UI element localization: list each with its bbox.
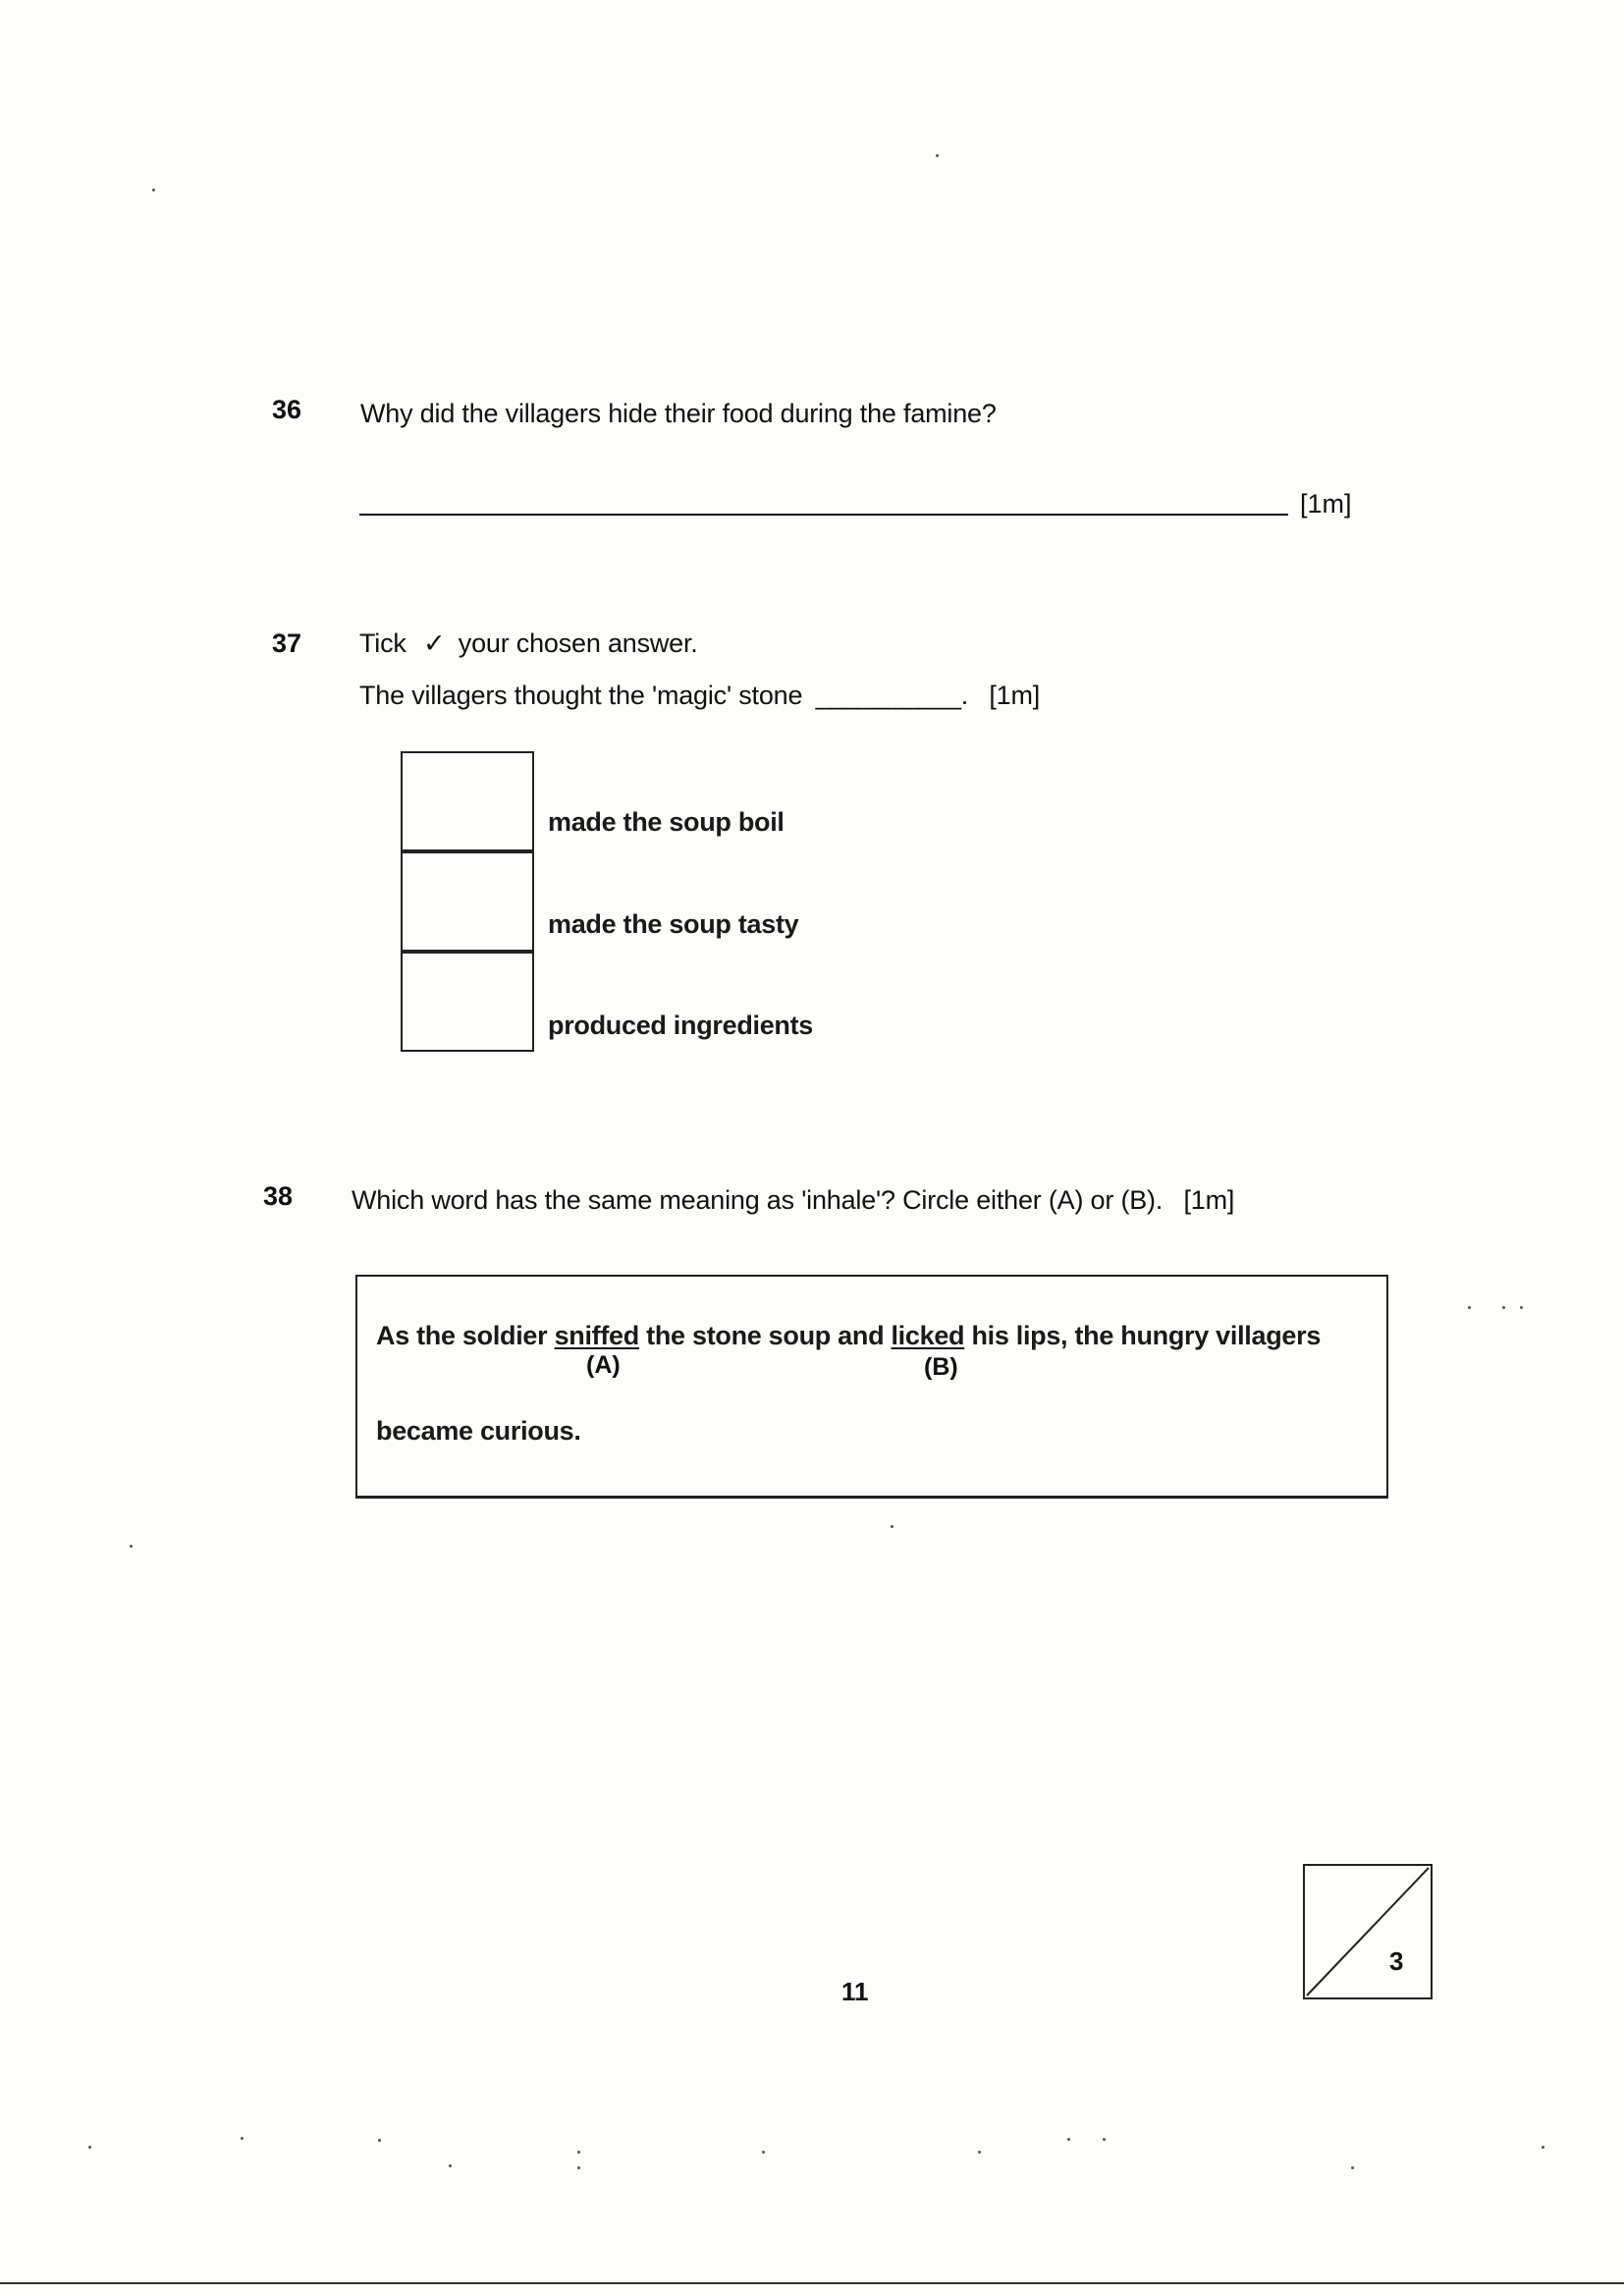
question-36-answer-line[interactable] — [359, 514, 1288, 516]
choice-label-a: (A) — [586, 1351, 621, 1379]
question-37-instruction-rest: your chosen answer. — [458, 629, 698, 658]
question-38-question: Which word has the same meaning as 'inhale'? Circle either (A) or (B). — [352, 1185, 1164, 1215]
passage-part-3: his lips, the hungry villagers — [971, 1321, 1322, 1350]
scan-speck — [1103, 2138, 1106, 2141]
scan-speck — [130, 1545, 133, 1548]
page-number: 11 — [841, 1977, 869, 2006]
scan-speck — [1067, 2138, 1070, 2141]
scan-speck — [241, 2137, 244, 2140]
scan-speck — [762, 2151, 765, 2154]
question-36-marks: [1m] — [1300, 489, 1352, 519]
scan-speck — [88, 2146, 91, 2149]
question-37-number: 37 — [272, 629, 302, 658]
passage-part-2: the stone soup and — [646, 1321, 885, 1350]
scan-speck — [378, 2139, 381, 2142]
scan-speck — [1520, 1306, 1523, 1309]
question-37-stem — [359, 681, 1040, 711]
question-38-marks: [1m] — [1183, 1185, 1235, 1215]
scan-speck — [936, 154, 939, 157]
scan-speck — [577, 2151, 580, 2154]
score-box — [1303, 1864, 1433, 1999]
word-option-a[interactable]: sniffed — [554, 1321, 639, 1350]
option-checkbox-2[interactable] — [401, 851, 534, 952]
passage-line-2: became curious. — [376, 1416, 581, 1446]
question-37-marks: [1m] — [989, 681, 1041, 710]
scan-speck — [1502, 1306, 1505, 1309]
question-37-instruction-tick-word: Tick — [359, 629, 406, 658]
scan-speck — [1351, 2166, 1354, 2169]
option-label-2: made the soup tasty — [548, 909, 799, 939]
scan-speck — [891, 1525, 893, 1528]
question-38-number: 38 — [263, 1181, 294, 1211]
option-checkbox-1[interactable] — [401, 751, 534, 851]
passage-part-1: As the soldier — [376, 1321, 548, 1350]
word-option-b[interactable]: licked — [891, 1321, 965, 1350]
question-36-text: Why did the villagers hide their food during the famine? — [360, 399, 997, 428]
question-37-blank: __________. — [815, 681, 969, 710]
scan-speck — [1542, 2146, 1544, 2149]
option-label-3: produced ingredients — [548, 1011, 814, 1040]
option-checkbox-3[interactable] — [401, 952, 534, 1052]
page-bottom-edge — [0, 2282, 1624, 2284]
question-37-instruction — [359, 629, 698, 659]
scan-speck — [577, 2166, 580, 2169]
choice-label-b: (B) — [924, 1353, 958, 1381]
scan-speck — [978, 2151, 981, 2154]
scan-speck — [1468, 1306, 1471, 1309]
tick-icon: ✓ — [423, 629, 446, 659]
score-box-value: 3 — [1389, 1946, 1404, 1976]
question-36-number: 36 — [272, 395, 302, 424]
question-37-stem-text: The villagers thought the 'magic' stone — [359, 681, 803, 710]
passage-box — [355, 1275, 1388, 1499]
question-38-text — [352, 1185, 1234, 1216]
option-label-1: made the soup boil — [548, 807, 785, 837]
scan-speck — [449, 2164, 452, 2167]
passage-line-1 — [376, 1321, 1321, 1351]
score-box-diagonal — [1305, 1866, 1431, 1997]
scan-speck — [152, 189, 155, 191]
